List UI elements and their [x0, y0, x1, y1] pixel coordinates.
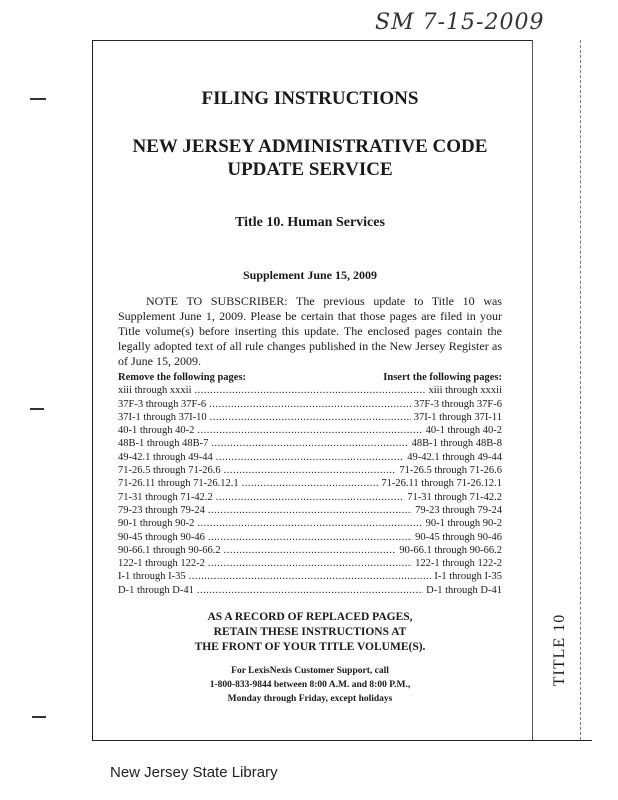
table-row [118, 557, 502, 570]
tab-edge-line [580, 40, 581, 740]
remove-pages-cell: 71-26.5 through 71-26.6 [118, 465, 221, 477]
handwritten-note: SM 7-15-2009 [375, 10, 545, 35]
table-row [118, 570, 502, 583]
table-row [118, 424, 502, 437]
remove-pages-cell: 71-31 through 71-42.2 [118, 491, 213, 503]
leader-dots [195, 384, 426, 397]
table-row [118, 517, 502, 530]
insert-pages-cell: 71-31 through 71-42.2 [407, 491, 502, 503]
code-title-line1: NEW JERSEY ADMINISTRATIVE CODE [132, 136, 488, 157]
pages-table [118, 371, 502, 597]
remove-pages-cell: 48B-1 through 48B-7 [118, 438, 209, 450]
table-row [118, 544, 502, 557]
remove-pages-cell: 90-45 through 90-46 [118, 531, 205, 543]
insert-pages-cell: 48B-1 through 48B-8 [411, 438, 502, 450]
leader-dots [224, 544, 397, 557]
insert-pages-cell: 71-26.11 through 71-26.12.1 [381, 478, 502, 490]
support-info [118, 664, 502, 706]
remove-pages-cell: 37F-3 through 37F-6 [118, 398, 207, 410]
remove-pages-cell: 71-26.11 through 71-26.12.1 [118, 478, 239, 490]
pages-table-rows [118, 384, 502, 597]
leader-dots [197, 584, 423, 597]
support-line2: 1-800-833-9844 between 8:00 A.M. and 8:00 P.M., [209, 680, 411, 690]
insert-pages-cell: 37I-1 through 37I-11 [413, 411, 502, 423]
insert-pages-cell: xiii through xxxii [428, 385, 502, 397]
side-tab-label: TITLE 10 [551, 613, 569, 687]
title-section: Title 10. Human Services [235, 215, 385, 230]
insert-pages-cell: 90-66.1 through 90-66.2 [399, 544, 502, 556]
page-title: FILING INSTRUCTIONS [201, 88, 419, 109]
record-notice-line2: RETAIN THESE INSTRUCTIONS AT [213, 626, 407, 638]
insert-pages-cell: 122-1 through 122-2 [415, 558, 502, 570]
frame-right-border [532, 40, 533, 740]
leader-dots [197, 517, 422, 530]
table-row [118, 584, 502, 597]
binder-hole-mark [32, 716, 46, 718]
leader-dots [208, 557, 412, 570]
leader-dots [209, 398, 411, 411]
remove-pages-cell: 49-42.1 through 49-44 [118, 451, 213, 463]
insert-pages-cell: 90-1 through 90-2 [425, 518, 502, 530]
remove-pages-cell: D-1 through D-41 [118, 584, 194, 596]
table-row [118, 384, 502, 397]
table-row [118, 531, 502, 544]
record-notice-line1: AS A RECORD OF REPLACED PAGES, [207, 611, 413, 623]
table-row [118, 504, 502, 517]
support-line3: Monday through Friday, except holidays [227, 694, 393, 704]
frame-bottom-border [92, 740, 592, 741]
table-row [118, 477, 502, 490]
pages-table-header [118, 371, 502, 384]
table-row [118, 464, 502, 477]
leader-dots [189, 570, 432, 583]
table-row [118, 411, 502, 424]
remove-pages-cell: 90-1 through 90-2 [118, 518, 195, 530]
subscriber-note: NOTE TO SUBSCRIBER: The previous update to Title 10 was Supplement June 1, 2009. Please be certain that those pages are filed in your Title volume(s) before inserting this update. The enclosed pages contain the legally adopted text of all rule changes published in the New Jersey Register as of June 15, 2009. [118, 294, 502, 368]
insert-pages-cell: 40-1 through 40-2 [425, 425, 502, 437]
leader-dots [197, 424, 422, 437]
supplement-date: Supplement June 15, 2009 [242, 268, 378, 282]
insert-pages-cell: I-1 through I-35 [434, 571, 502, 583]
support-line1: For LexisNexis Customer Support, call [231, 666, 389, 676]
insert-pages-cell: 79-23 through 79-24 [415, 504, 502, 516]
insert-pages-cell: 71-26.5 through 71-26.6 [399, 465, 502, 477]
remove-pages-cell: I-1 through I-35 [118, 571, 186, 583]
insert-pages-cell: 49-42.1 through 49-44 [407, 451, 502, 463]
leader-dots [208, 504, 412, 517]
library-stamp: New Jersey State Library [110, 764, 278, 781]
leader-dots [208, 531, 412, 544]
insert-pages-cell: 90-45 through 90-46 [415, 531, 502, 543]
leader-dots [216, 451, 404, 464]
binder-hole-mark [30, 98, 46, 100]
remove-pages-cell: 122-1 through 122-2 [118, 558, 205, 570]
remove-pages-cell: xiii through xxxii [118, 385, 192, 397]
table-row [118, 437, 502, 450]
remove-pages-cell: 40-1 through 40-2 [118, 425, 195, 437]
table-row [118, 451, 502, 464]
side-tab [545, 610, 575, 690]
code-title [118, 135, 502, 181]
remove-pages-cell: 37I-1 through 37I-10 [118, 411, 207, 423]
insert-header: Insert the following pages: [383, 372, 502, 383]
record-notice [118, 610, 502, 655]
record-notice-line3: THE FRONT OF YOUR TITLE VOLUME(S). [194, 641, 426, 653]
leader-dots [211, 437, 408, 450]
insert-pages-cell: D-1 through D-41 [426, 584, 502, 596]
remove-pages-cell: 79-23 through 79-24 [118, 504, 205, 516]
leader-dots [216, 491, 404, 504]
table-row [118, 398, 502, 411]
insert-pages-cell: 37F-3 through 37F-6 [413, 398, 502, 410]
leader-dots [242, 477, 379, 490]
code-title-line2: UPDATE SERVICE [227, 159, 393, 180]
leader-dots [210, 411, 411, 424]
leader-dots [224, 464, 397, 477]
frame-left-border [92, 40, 93, 740]
remove-pages-cell: 90-66.1 through 90-66.2 [118, 544, 221, 556]
remove-header: Remove the following pages: [118, 372, 247, 383]
frame-top-border [92, 40, 532, 41]
binder-hole-mark [30, 408, 44, 410]
table-row [118, 491, 502, 504]
